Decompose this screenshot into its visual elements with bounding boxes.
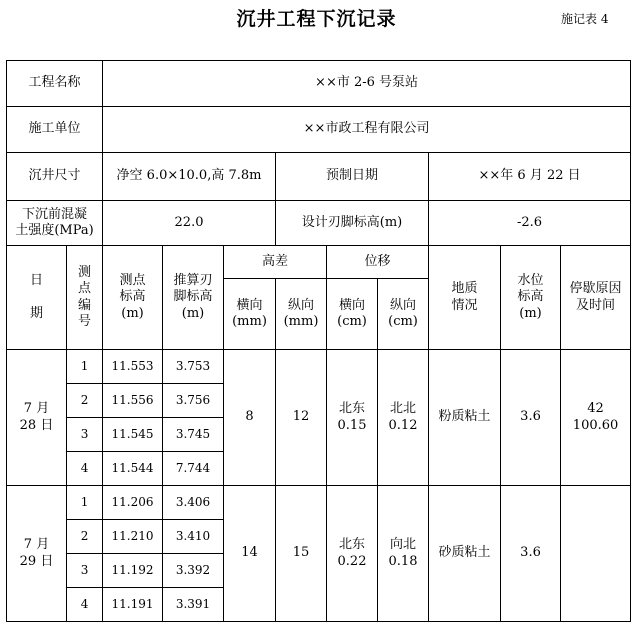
blade-elev-cell: 7.744	[163, 452, 224, 486]
water-cell: 3.6	[501, 486, 561, 622]
water-cell: 3.6	[501, 350, 561, 486]
header-row-1	[7, 246, 631, 279]
size-row	[7, 153, 631, 201]
blade-elev-cell: 3.753	[163, 350, 224, 384]
height-h-cell: 8	[224, 350, 276, 486]
disp-v-cell: 北北 0.12	[378, 350, 429, 486]
disp-h-cell: 北东 0.15	[327, 350, 378, 486]
geology-cell: 砂质粘土	[429, 486, 501, 622]
header-height-v: 纵向 (mm)	[276, 279, 327, 350]
precast-label: 预制日期	[276, 153, 429, 201]
point-no-cell: 4	[67, 452, 103, 486]
point-elev-cell: 11.556	[103, 384, 163, 418]
contractor-value: ××市政工程有限公司	[103, 107, 631, 153]
header-geology: 地质 情况	[429, 246, 501, 350]
point-no-cell: 2	[67, 384, 103, 418]
blade-elev-cell: 3.410	[163, 520, 224, 554]
point-elev-cell: 11.210	[103, 520, 163, 554]
page-title: 沉井工程下沉记录	[236, 8, 397, 30]
point-elev-cell: 11.192	[103, 554, 163, 588]
table-row	[7, 486, 631, 520]
geology-cell: 粉质粘土	[429, 350, 501, 486]
blade-elev-cell: 3.391	[163, 588, 224, 622]
strength-label: 下沉前混凝 土强度(MPa)	[7, 201, 103, 246]
point-no-cell: 2	[67, 520, 103, 554]
header-height-h: 横向 (mm)	[224, 279, 276, 350]
blade-design-value: -2.6	[429, 201, 631, 246]
height-v-cell: 12	[276, 350, 327, 486]
blade-elev-cell: 3.756	[163, 384, 224, 418]
project-row	[7, 61, 631, 107]
height-v-cell: 15	[276, 486, 327, 622]
blade-design-label: 设计刃脚标高(m)	[276, 201, 429, 246]
header-point-elev: 测点 标高 (m)	[103, 246, 163, 350]
blade-elev-cell: 3.392	[163, 554, 224, 588]
height-h-cell: 14	[224, 486, 276, 622]
point-elev-cell: 11.545	[103, 418, 163, 452]
header-water-level: 水位 标高 (m)	[501, 246, 561, 350]
point-no-cell: 3	[67, 554, 103, 588]
contractor-row	[7, 107, 631, 153]
point-no-cell: 1	[67, 350, 103, 384]
point-elev-cell: 11.191	[103, 588, 163, 622]
size-label: 沉井尺寸	[7, 153, 103, 201]
project-label: 工程名称	[7, 61, 103, 107]
header-disp-h: 横向 (cm)	[327, 279, 378, 350]
table-row	[7, 350, 631, 384]
header-point-no: 测 点 编 号	[67, 246, 103, 350]
point-no-cell: 3	[67, 418, 103, 452]
contractor-label: 施工单位	[7, 107, 103, 153]
strength-value: 22.0	[103, 201, 276, 246]
header-height-diff: 高差	[224, 246, 327, 279]
header-disp-v: 纵向 (cm)	[378, 279, 429, 350]
form-number: 施记表 4	[561, 12, 609, 26]
point-elev-cell: 11.206	[103, 486, 163, 520]
record-table	[6, 60, 631, 622]
point-no-cell: 4	[67, 588, 103, 622]
pause-cell	[561, 486, 631, 622]
pause-cell: 42 100.60	[561, 350, 631, 486]
size-value: 净空 6.0×10.0,高 7.8m	[103, 153, 276, 201]
blade-elev-cell: 3.745	[163, 418, 224, 452]
header-pause: 停歇原因 及时间	[561, 246, 631, 350]
precast-value: ××年 6 月 22 日	[429, 153, 631, 201]
date-cell: 7 月 29 日	[7, 486, 67, 622]
point-no-cell: 1	[67, 486, 103, 520]
blade-elev-cell: 3.406	[163, 486, 224, 520]
header-displacement: 位移	[327, 246, 429, 279]
strength-row	[7, 201, 631, 246]
header-date: 日 期	[7, 246, 67, 350]
point-elev-cell: 11.553	[103, 350, 163, 384]
disp-v-cell: 向北 0.18	[378, 486, 429, 622]
header-blade-elev: 推算刃 脚标高 (m)	[163, 246, 224, 350]
disp-h-cell: 北东 0.22	[327, 486, 378, 622]
date-cell: 7 月 28 日	[7, 350, 67, 486]
point-elev-cell: 11.544	[103, 452, 163, 486]
project-value: ××市 2-6 号泵站	[103, 61, 631, 107]
